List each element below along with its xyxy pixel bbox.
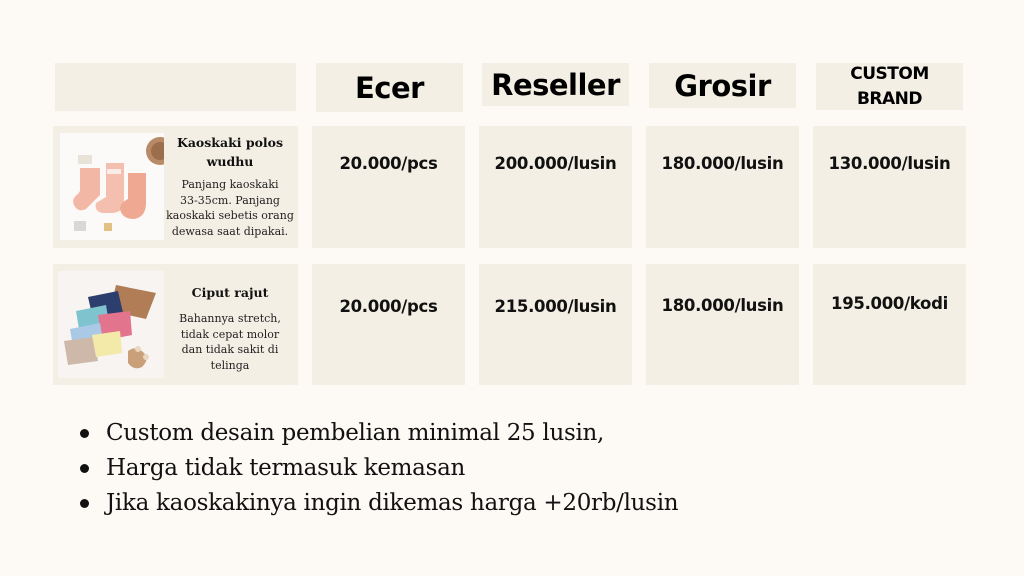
desc-line: tidak cepat molor [180, 327, 280, 341]
price-cell-custom-2 [813, 264, 966, 385]
price-cell-reseller-1 [479, 126, 632, 248]
desc-line: telinga [210, 358, 250, 372]
product-desc-kaoskaki [166, 177, 294, 239]
product-title-kaoskaki [170, 133, 290, 171]
price-cell-custom-1 [813, 126, 966, 248]
header-ecer: Ecer [316, 63, 463, 112]
desc-line: dewasa saat dipakai. [171, 224, 289, 238]
price-cell-ecer-1 [312, 126, 465, 248]
bullet-icon [80, 464, 89, 473]
notes-list [74, 416, 678, 521]
product-title-line: Kaoskaki polos [176, 135, 284, 150]
price-cell-grosir-2 [646, 264, 799, 385]
desc-line: dan tidak sakit di [181, 343, 279, 356]
price-grosir-2: 180.000/lusin [661, 296, 784, 315]
note-item [74, 451, 678, 486]
note-item [74, 416, 678, 451]
note-item [74, 486, 678, 521]
bullet-icon [80, 499, 89, 508]
header-grosir: Grosir [649, 63, 796, 108]
bullet-icon [80, 429, 89, 438]
product-title-ciput [170, 283, 290, 302]
product-title-line: wudhu [206, 154, 254, 169]
note-text: Jika kaoskakinya ingin dikemas harga +20rb/lusin [106, 490, 679, 516]
product-title-line: Ciput rajut [191, 285, 269, 300]
price-cell-ecer-2 [312, 264, 465, 385]
price-reseller-2: 215.000/lusin [494, 297, 617, 316]
desc-line: 33-35cm. Panjang [180, 193, 280, 207]
colorful-ciput-photo [58, 271, 164, 378]
price-ecer-2: 20.000/pcs [339, 297, 438, 316]
socks-image-icon [60, 133, 164, 240]
header-reseller: Reseller [482, 63, 629, 106]
price-grosir-1: 180.000/lusin [661, 154, 784, 173]
price-cell-reseller-2 [479, 264, 632, 385]
pink-socks-photo [60, 133, 164, 240]
desc-line: Panjang kaoskaki [181, 178, 279, 191]
product-desc-ciput [166, 311, 294, 373]
header-custom-line2: BRAND [856, 88, 923, 109]
note-text: Custom desain pembelian minimal 25 lusin, [106, 420, 605, 446]
header-empty-cell [55, 63, 296, 111]
price-reseller-1: 200.000/lusin [494, 154, 617, 173]
header-custom-line1: CUSTOM [850, 63, 929, 84]
ciput-image-icon [58, 271, 164, 378]
price-custom-1: 130.000/lusin [828, 154, 951, 173]
desc-line: kaoskaki sebetis orang [166, 209, 294, 222]
note-text: Harga tidak termasuk kemasan [106, 455, 466, 481]
header-custom-brand [816, 63, 963, 110]
price-ecer-1: 20.000/pcs [339, 154, 438, 173]
price-custom-2: 195.000/kodi [831, 294, 948, 313]
price-cell-grosir-1 [646, 126, 799, 248]
desc-line: Bahannya stretch, [179, 312, 281, 325]
